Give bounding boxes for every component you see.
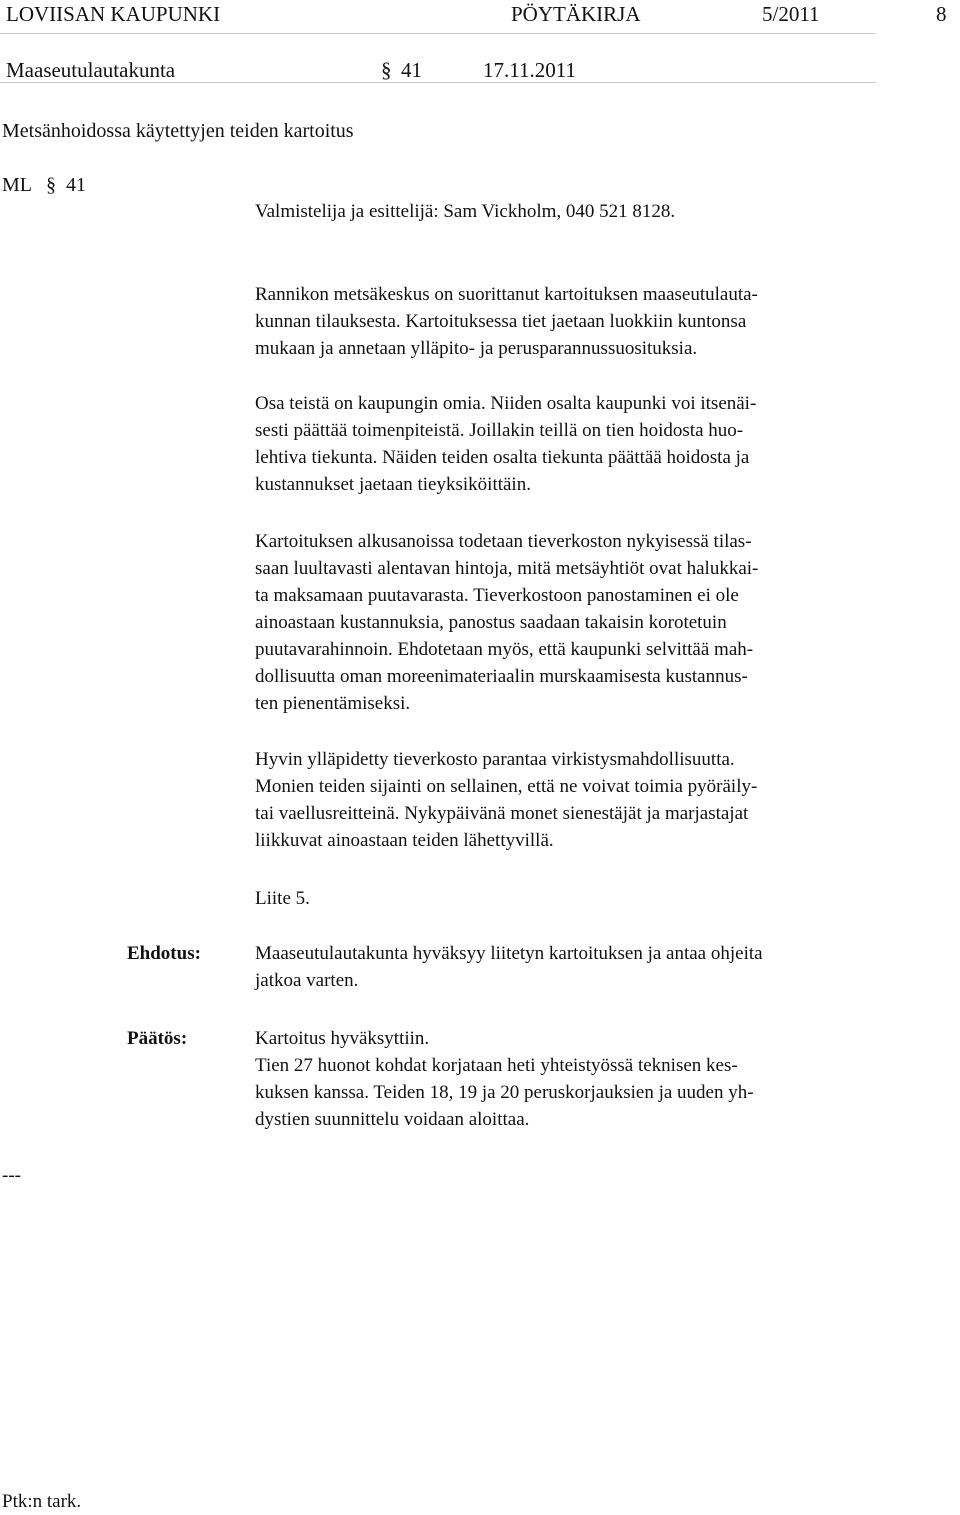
committee-name: Maaseutulautakunta [6, 58, 176, 82]
page-number: 8 [936, 2, 947, 26]
paragraph-line: Hyvin ylläpidetty tieverkosto parantaa virkistysmahdollisuutta. [255, 749, 735, 770]
matter-ref-prefix: ML [2, 174, 32, 196]
paragraph-1 [255, 281, 875, 362]
organization-name: LOVIISAN KAUPUNKI [6, 2, 221, 26]
paragraph-line: ainoastaan kustannuksia, panostus saadaan takaisin korotetuin [255, 612, 727, 633]
minutes-check-label: Ptk:n tark. [2, 1491, 82, 1512]
paragraph-4 [255, 746, 875, 854]
section-symbol: § [381, 58, 392, 82]
document-type: PÖYTÄKIRJA [511, 2, 641, 26]
proposal-text [255, 940, 875, 994]
decision-line: Kartoitus hyväksyttiin. [255, 1028, 430, 1049]
decision-line: dystien suunnittelu voidaan aloittaa. [255, 1109, 530, 1130]
matter-title: Metsänhoidossa käytettyjen teiden kartoitus [2, 120, 354, 142]
proposal-line: jatkoa varten. [255, 970, 359, 991]
paragraph-line: tai vaellusreitteinä. Nykypäivänä monet sienestäjät ja marjastajat [255, 803, 749, 824]
paragraph-line: saan luultavasti alentavan hintoja, mitä metsäyhtiöt ovat halukkai- [255, 558, 759, 579]
paragraph-line: puutavarahinnoin. Ehdotetaan myös, että kaupunki selvittää mah- [255, 639, 754, 660]
paragraph-line: Monien teiden sijainti on sellainen, että ne voivat toimia pyöräily- [255, 776, 758, 797]
decision-label: Päätös: [127, 1028, 188, 1049]
paragraph-line: Rannikon metsäkeskus on suorittanut kartoituksen maaseutulauta- [255, 284, 758, 305]
paragraph-line: liikkuvat ainoastaan teiden lähettyvillä. [255, 830, 554, 851]
attachment-note: Liite 5. [255, 888, 310, 909]
paragraph-line: mukaan ja annetaan ylläpito- ja perusparannussuosituksia. [255, 338, 698, 359]
paragraph-line: lehtiva tiekunta. Näiden teiden osalta tiekunta päättää hoidosta ja [255, 447, 750, 468]
paragraph-line: Osa teistä on kaupungin omia. Niiden osalta kaupunki voi itsenäi- [255, 393, 757, 414]
decision-text [255, 1025, 875, 1133]
issue-number: 5/2011 [762, 2, 820, 26]
meeting-date: 17.11.2011 [483, 58, 576, 82]
section-number: 41 [401, 58, 422, 82]
paragraph-line: kunnan tilauksesta. Kartoituksessa tiet jaetaan luokkiin kuntonsa [255, 311, 747, 332]
paragraph-line: sesti päättää toimenpiteistä. Joillakin teillä on tien hoidosta huo- [255, 420, 744, 441]
paragraph-line: dollisuutta oman moreenimateriaalin murskaamisesta kustannus- [255, 666, 748, 687]
section-separator: --- [2, 1165, 21, 1186]
committee-divider [0, 82, 876, 83]
matter-ref-number: 41 [66, 174, 86, 196]
decision-line: kuksen kanssa. Teiden 18, 19 ja 20 peruskorjauksien ja uuden yh- [255, 1082, 754, 1103]
paragraph-3 [255, 528, 875, 717]
matter-ref-symbol: § [46, 174, 56, 196]
paragraph-line: ta maksamaan puutavarasta. Tieverkostoon panostaminen ei ole [255, 585, 739, 606]
preparer-line: Valmistelija ja esittelijä: Sam Vickholm, 040 521 8128. [255, 201, 676, 222]
header-divider [0, 33, 876, 34]
proposal-line: Maaseutulautakunta hyväksyy liitetyn kartoituksen ja antaa ohjeita [255, 943, 763, 964]
paragraph-line: Kartoituksen alkusanoissa todetaan tieverkoston nykyisessä tilas- [255, 531, 752, 552]
decision-line: Tien 27 huonot kohdat korjataan heti yhteistyössä teknisen kes- [255, 1055, 738, 1076]
paragraph-line: kustannukset jaetaan tieyksiköittäin. [255, 474, 531, 495]
paragraph-line: ten pienentämiseksi. [255, 693, 411, 714]
proposal-label: Ehdotus: [127, 943, 201, 964]
paragraph-2 [255, 390, 875, 498]
